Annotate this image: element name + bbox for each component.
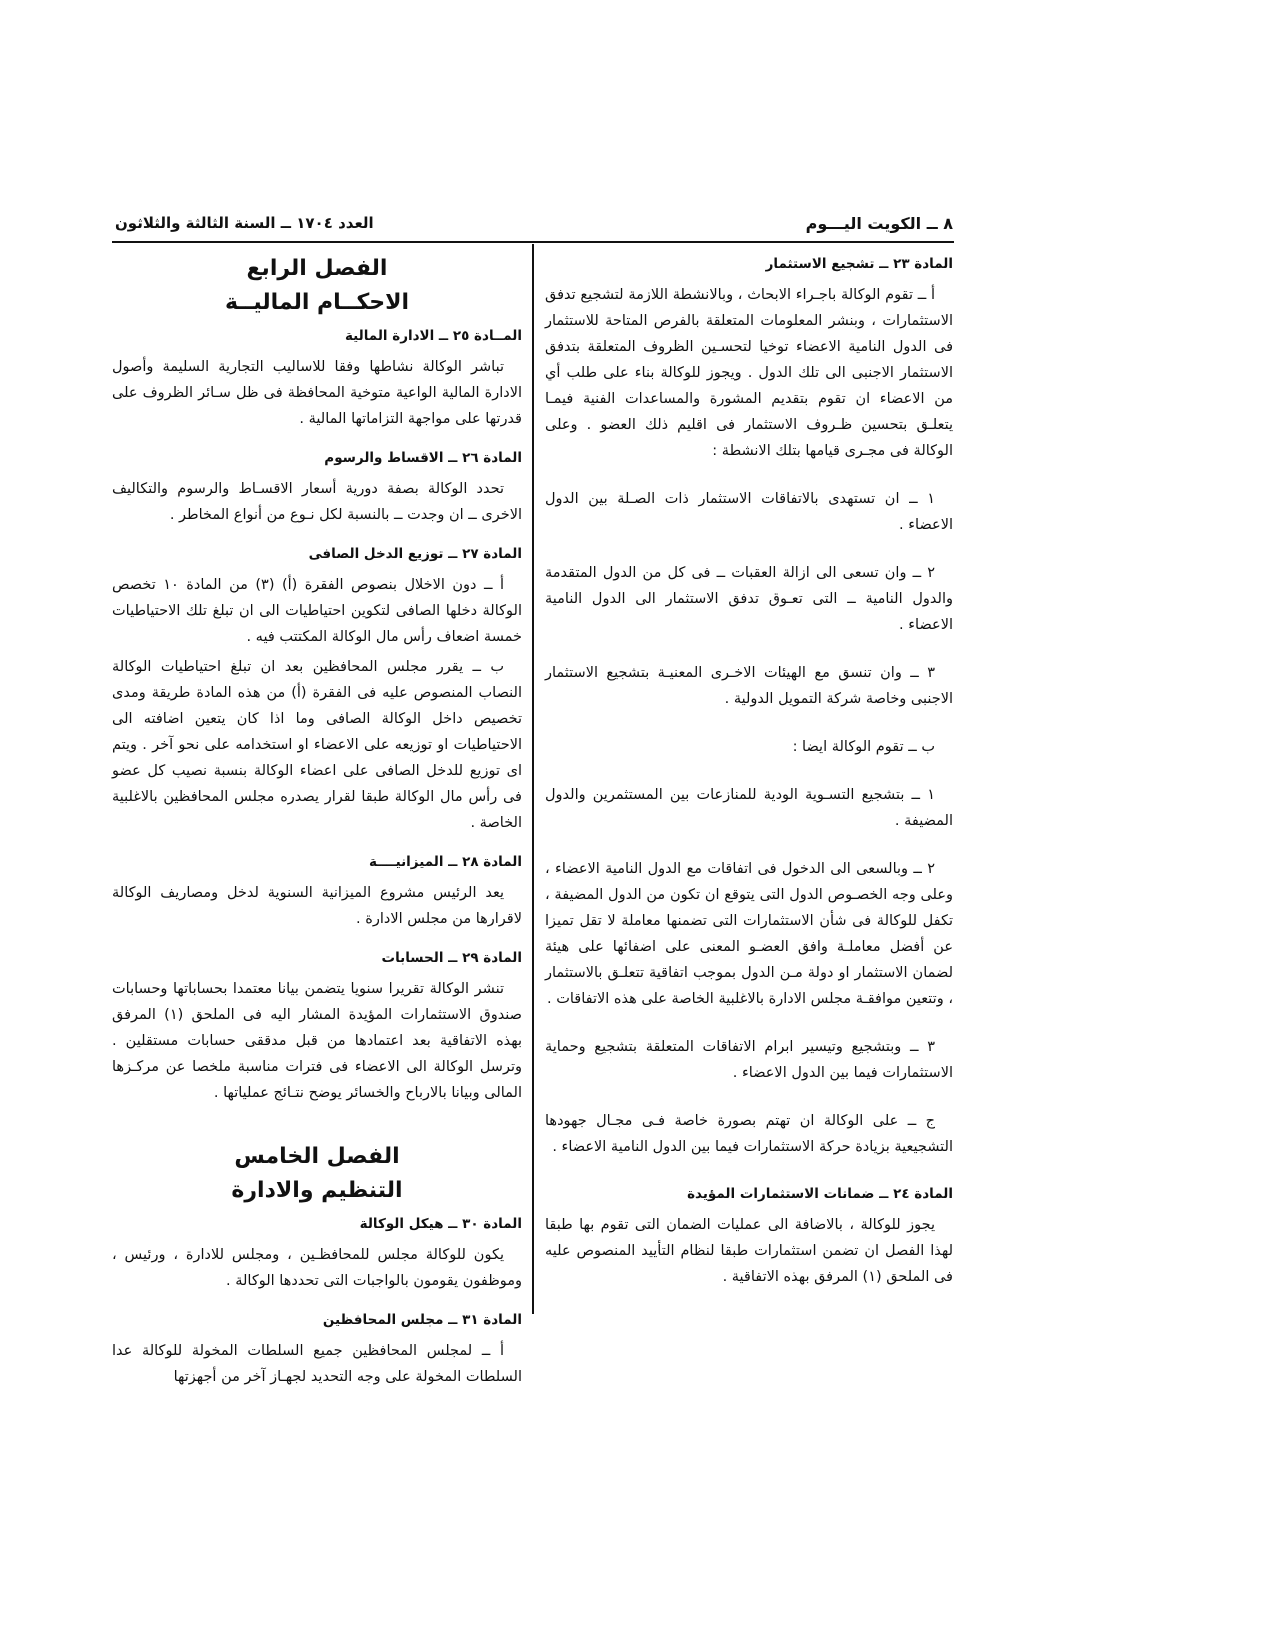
- article-25-title: المــادة ٢٥ ــ الادارة المالية: [344, 328, 522, 344]
- article-23-para-c: ج ــ على الوكالة ان تهتم بصورة خاصة فـى مجـال جهودها التشجيعية بزيادة حركة الاستثمارات فيما بين الدول النامية الاعضاء .: [545, 1113, 953, 1155]
- right-column: [545, 252, 953, 1304]
- article-29-title: المادة ٢٩ ــ الحسابات: [381, 950, 522, 966]
- article-23-item-a1: ١ ــ ان تستهدى بالاتفاقات الاستثمار ذات الصـلة بين الدول الاعضاء .: [545, 491, 953, 533]
- chapter-4-title: الفصل الرابع: [246, 256, 388, 281]
- article-27-title: المادة ٢٧ ــ توزيع الدخل الصافى: [308, 546, 522, 562]
- article-31-para-a: أ ــ لمجلس المحافظين جميع السلطات المخولة للوكالة عدا السلطات المخولة على وجه التحديد لجهـاز آخر من أجهزتها: [112, 1343, 522, 1385]
- chapter-5-title: الفصل الخامس: [234, 1144, 400, 1169]
- article-30-text: يكون للوكالة مجلس للمحافظـين ، ومجلس للادارة ، ورئيس ، وموظفون يقومون بالواجبات التى تحددها الوكالة .: [112, 1247, 522, 1289]
- chapter-4-subtitle: الاحكــام الماليــة: [224, 290, 410, 315]
- article-26-text: تحدد الوكالة بصفة دورية أسعار الاقسـاط والرسوم والتكاليف الاخرى ــ ان وجدت ــ بالنسبة لكل نـوع من أنواع المخاطر .: [112, 481, 522, 523]
- article-28-title: المادة ٢٨ ــ الميزانيــــة: [368, 854, 522, 870]
- page-header: [115, 214, 953, 238]
- article-26-title: المادة ٢٦ ــ الاقساط والرسوم: [324, 450, 522, 466]
- article-23-item-a3: ٣ ــ وان تنسق مع الهيئات الاخـرى المعنيـة بتشجيع الاستثمار الاجنبى وخاصة شركة التمويل الدولية .: [545, 665, 953, 707]
- article-24-text: يجوز للوكالة ، بالاضافة الى عمليات الضمان التى تقوم بها طبقا لهذا الفصل ان تضمن استثمارات طبقا لنظام التأييد المنصوص عليه فى الملحق (١) المرفق بهذه الاتفاقية .: [545, 1217, 953, 1285]
- article-24-title: المادة ٢٤ ــ ضمانات الاستثمارات المؤيدة: [687, 1186, 953, 1202]
- article-23-item-b2: ٢ ــ وبالسعى الى الدخول فى اتفاقات مع الدول النامية الاعضاء ، وعلى وجه الخصـوص الدول التى يتوقع ان تكون من الدول المضيفة ، تكفل للوكالة فى شأن الاستثمارات التى تضمنها معاملة لا تقل تميزا عن أفضل معاملـة وافق العضـو المعنى على اضفائها على هيئة لضمان الاستثمار او دولة مـن الدول بموجب اتفاقية تتعلـق بالاستثمار ، وتتعين موافقـة مجلس الادارة بالاغلبية الخاصة على هذه الاتفاقات .: [545, 861, 953, 1007]
- article-23-para-b: ب ــ تقوم الوكالة ايضا :: [792, 739, 935, 755]
- chapter-5-subtitle: التنظيم والادارة: [231, 1178, 403, 1203]
- article-23-item-a2: ٢ ــ وان تسعى الى ازالة العقبات ــ فى كل من الدول المتقدمة والدول النامية ــ التى تعـوق تدفق الاستثمار الى الدول النامية الاعضاء .: [545, 565, 953, 633]
- article-29-text: تنشر الوكالة تقريرا سنويا يتضمن بيانا معتمدا بحساباتها وحسابات صندوق الاستثمارات المؤيدة المشار اليه فى الملحق (١) المرفق بهذه الاتفاقية بعد اعتمادها من قبل مدققى حسابات مستقلين . وترسل الوكالة الى الاعضاء فى فترات مناسبة ملخصا عن مركـزها المالى وبيانا بالارباح والخسائر يوضح نتـائج عملياتها .: [112, 981, 522, 1101]
- article-30-title: المادة ٣٠ ــ هيكل الوكالة: [359, 1216, 522, 1232]
- issue-label: العدد ١٧٠٤ ــ السنة الثالثة والثلاثون: [115, 214, 374, 232]
- article-27-para-a: أ ــ دون الاخلال بنصوص الفقرة (أ) (٣) من المادة ١٠ تخصص الوكالة دخلها الصافى لتكوين احتياطيات الى ان تبلغ تلك الاحتياطيات خمسة اضعاف رأس مال الوكالة المكتتب فيه .: [112, 577, 522, 645]
- page-number-title: ٨ ــ الكويت اليـــوم: [805, 214, 953, 233]
- article-23-para-a: أ ــ تقوم الوكالة باجـراء الابحاث ، وبالانشطة اللازمة لتشجيع تدفق الاستثمارات ، وبنشر المعلومات المتعلقة بالفرص المتاحة للاستثمار فى الدول النامية الاعضاء توخيا لتحسـين الظروف المتعلقة بتدفق الاستثمار الاجنبى الى تلك الدول . ويجوز للوكالة بناء على طلب أي من الاعضاء ان تقوم بتقديم المشورة والمساعدات الفنية فيمـا يتعلـق بتحسين ظـروف الاستثمار فى اقليم ذلك العضو . وعلى الوكالة فى مجـرى قيامها بتلك الانشطة :: [545, 287, 953, 459]
- article-23-item-b3: ٣ ــ وبتشجيع وتيسير ابرام الاتفاقات المتعلقة بتشجيع وحماية الاستثمارات فيما بين الدول الاعضاء .: [545, 1039, 953, 1081]
- article-28-text: يعد الرئيس مشروع الميزانية السنوية لدخل ومصاريف الوكالة لاقرارها من مجلس الادارة .: [112, 885, 522, 927]
- article-31-title: المادة ٣١ ــ مجلس المحافظين: [322, 1312, 522, 1328]
- left-column: [112, 252, 522, 1404]
- article-27-para-b: ب ــ يقرر مجلس المحافظين بعد ان تبلغ احتياطيات الوكالة النصاب المنصوص عليه فى الفقرة (أ) من هذه المادة طريقة ومدى تخصيص داخل الوكالة الصافى وما اذا كان يتعين اضافته الى الاحتياطيات او توزيعه على الاعضاء او استخدامه على نحو آخر . ويتم اى توزيع للدخل الصافى على اعضاء الوكالة بنسبة نصيب كل عضو فى رأس مال الوكالة طبقا لقرار يصدره مجلس المحافظين بالاغلبية الخاصة .: [112, 659, 522, 831]
- article-25-text: تباشر الوكالة نشاطها وفقا للاساليب التجارية السليمة وأصول الادارة المالية الواعية متوخية المحافظة فى ظل سـائر الظروف على قدرتها على مواجهة التزاماتها المالية .: [112, 359, 522, 427]
- article-23-item-b1: ١ ــ بتشجيع التسـوية الودية للمنازعات بين المستثمرين والدول المضيفة .: [545, 787, 953, 829]
- article-23-title: المادة ٢٣ ــ تشجيع الاستثمار: [765, 256, 953, 272]
- header-rule: [112, 241, 954, 243]
- column-divider: [532, 244, 534, 1314]
